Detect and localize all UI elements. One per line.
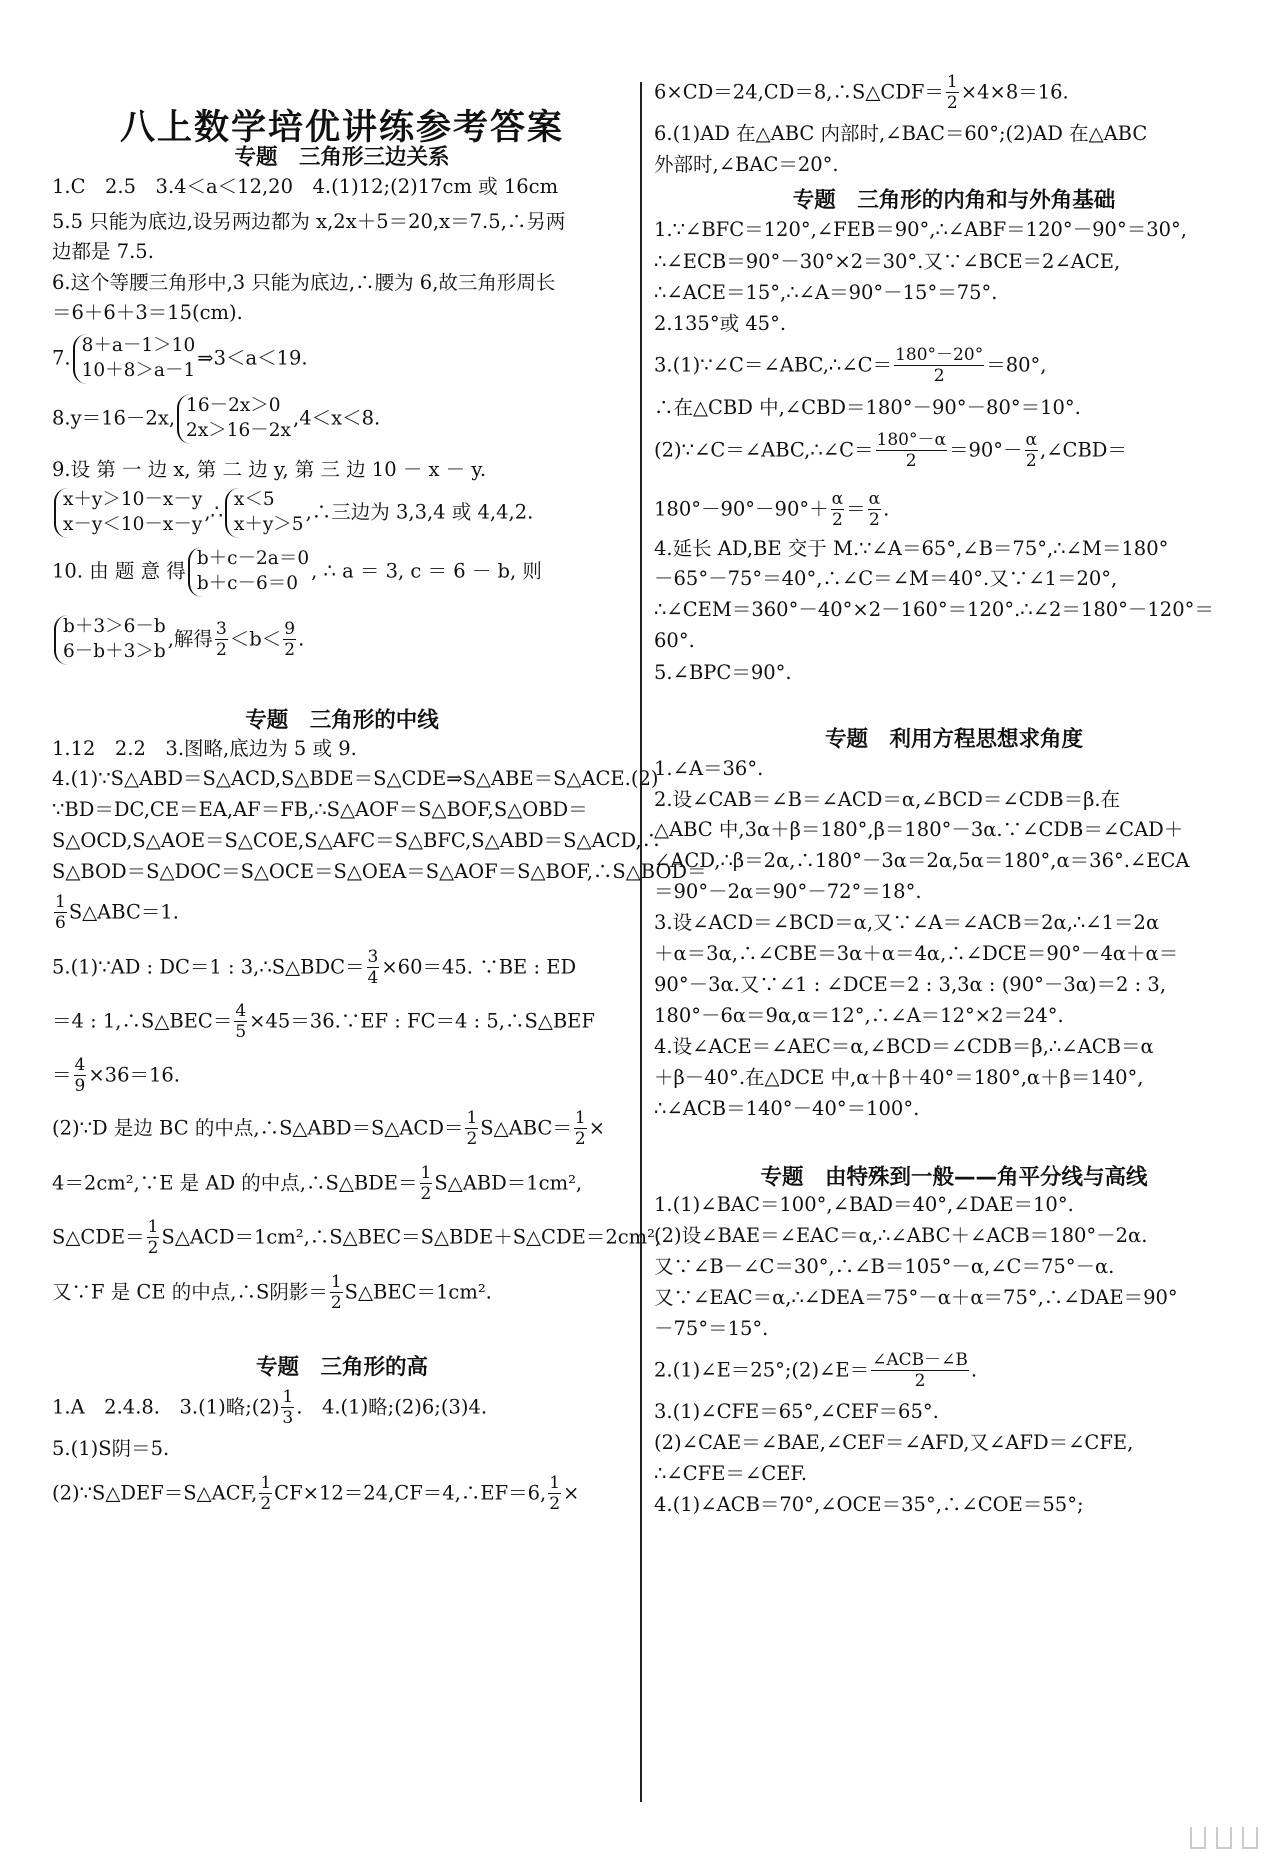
answer-q10-cont: b＋3＞6－b 6－b＋3＞b ,解得 $\frac{3}{2}$ ＜b＜ $\frac{9}{2}$ .: [52, 615, 304, 665]
fraction: $\frac{3}{4}$: [367, 947, 379, 989]
fraction: $\frac{3}{2}$: [215, 619, 227, 661]
fraction: $\frac{180^\circ-\alpha}{2}$: [876, 430, 946, 472]
answer-line: ∴∠ACE＝15°,∴∠A＝90°－15°＝75°.: [654, 281, 998, 304]
answer-line: (2)∠CAE＝∠BAE,∠CEF＝∠AFD,又∠AFD＝∠CFE,: [654, 1431, 1134, 1454]
answer-line: S△OCD,S△AOE＝S△COE,S△AFC＝S△BFC,S△ABD＝S△ACD,∴: [52, 829, 662, 852]
answer-line: ＋α＝3α,∴∠CBE＝3α＋α＝4α,∴∠DCE＝90°－4α＋α＝: [654, 942, 1179, 965]
answer-line: ∴在△CBD 中,∠CBD＝180°－90°－80°＝10°.: [654, 396, 1081, 419]
fraction: ∠ACB－∠B 2: [872, 1350, 968, 1392]
answer-line: 1.12 2.2 3.图略,底边为 5 或 9.: [52, 737, 357, 760]
inequality-system: 16－2x＞0 2x＞16－2x: [177, 394, 291, 444]
section-title-median: 专题 三角形的中线: [245, 708, 439, 733]
answer-line: (2)∵D 是边 BC 的中点,∴S△ABD＝S△ACD＝ $\frac{1}{2}$ S△ABC＝ $\frac{1}{2}$ ×: [52, 1108, 606, 1150]
answer-line: ＝ $\frac{4}{9}$ ×36＝16.: [52, 1055, 181, 1097]
answer-line: 5.(1)S阴＝5.: [52, 1437, 170, 1460]
fraction: $\frac{1}{2}$: [260, 1473, 272, 1515]
answer-line: ＝90°－2α＝90°－72°＝18°.: [654, 880, 922, 903]
answer-line: 2.设∠CAB＝∠B＝∠ACD＝α,∠BCD＝∠CDB＝β.在: [654, 788, 1121, 811]
section-title-altitude: 专题 三角形的高: [255, 1355, 428, 1380]
fraction: $\frac{1}{2}$: [466, 1108, 478, 1150]
answer-line: －65°－75°＝40°,∴∠C＝∠M＝40°.又∵∠1＝20°,: [654, 567, 1118, 590]
answer-line: 2.(1)∠E＝25°;(2)∠E＝ ∠ACB－∠B 2 .: [654, 1350, 978, 1392]
answer-q10: 10. 由 题 意 得 b＋c－2a＝0 b＋c－6＝0 , ∴ a ＝ 3, c ＝ 6 － b, 则: [52, 547, 542, 597]
column-divider: [640, 82, 642, 1802]
answer-line: 5.5 只能为底边,设另两边都为 x,2x＋5＝20,x＝7.5,∴另两: [52, 210, 566, 233]
answer-line: 60°.: [654, 629, 695, 652]
answer-line: ∠ACD,∴β＝2α,∴180°－3α＝2α,5α＝180°,α＝36°.∠ECA: [654, 849, 1190, 872]
fraction: $\frac{1}{2}$: [574, 1108, 586, 1150]
answer-q9: x＋y＞10－x－y x－y＜10－x－y ,∴ x＜5 x＋y＞5 ,∴三边为 3,3,4 或 4,4,2.: [52, 488, 533, 538]
answer-q8: 8.y＝16－2x, 16－2x＞0 2x＞16－2x ,4＜x＜8.: [52, 394, 380, 444]
answer-line: 5.∠BPC＝90°.: [654, 661, 792, 684]
answer-line: ∴∠CFE＝∠CEF.: [654, 1462, 808, 1485]
answer-line: 1.(1)∠BAC＝100°,∠BAD＝40°,∠DAE＝10°.: [654, 1193, 1074, 1216]
answer-line: ＝4 : 1,∴S△BEC＝ $\frac{4}{5}$ ×45＝36.∵EF : FC＝4 : 5,∴S△BEF: [52, 1001, 595, 1043]
inequality-system: 8＋a－1＞10 10＋8＞a－1: [73, 334, 196, 384]
fraction: $\frac{1}{2}$: [330, 1272, 342, 1314]
answer-line: 2.135°或 45°.: [654, 312, 787, 335]
fraction: $\frac{1}{6}$: [55, 892, 66, 934]
answer-line: ＝6＋6＋3＝15(cm).: [52, 301, 243, 324]
page-title: 八上数学培优讲练参考答案: [119, 108, 564, 148]
fraction: $\frac{\alpha}{2}$: [868, 489, 881, 531]
answer-line: 1.A 2.4.8. 3.(1)略;(2) $\frac{1}{3}$ . 4.(1)略;(2)6;(3)4.: [52, 1387, 488, 1429]
answer-line: 4.(1)∵S△ABD＝S△ACD,S△BDE＝S△CDE⇒S△ABE＝S△ACE.(2): [52, 767, 659, 790]
fraction: $\frac{4}{9}$: [74, 1055, 86, 1097]
answer-line: 外部时,∠BAC＝20°.: [654, 153, 839, 176]
answer-line: ∴∠ECB＝90°－30°×2＝30°.又∵∠BCE＝2∠ACE,: [654, 250, 1121, 273]
section-title-triangle-sides: 专题 三角形三边关系: [234, 145, 450, 170]
section-title-bisector-altitude: 专题 由特殊到一般——角平分线与高线: [760, 1165, 1148, 1190]
answer-line: (2)∵S△DEF＝S△ACF, $\frac{1}{2}$ CF×12＝24,CF＝4,∴EF＝6, $\frac{1}{2}$ ×: [52, 1473, 580, 1515]
fraction: $\frac{\alpha}{2}$: [1025, 430, 1037, 472]
answer-line: 又∵F 是 CE 的中点,∴S阴影＝ $\frac{1}{2}$ S△BEC＝1cm².: [52, 1272, 492, 1314]
answer-line: －75°＝15°.: [654, 1317, 769, 1340]
inequality-system: x＋y＞10－x－y x－y＜10－x－y: [54, 488, 202, 538]
answer-line: ＋β－40°.在△DCE 中,α＋β＋40°＝180°,α＋β＝140°,: [654, 1066, 1144, 1089]
answer-line: S△CDE＝ $\frac{1}{2}$ S△ACD＝1cm²,∴S△BEC＝S△BDE＋S△CDE＝2cm²,: [52, 1217, 662, 1259]
answer-line: S△BOD＝S△DOC＝S△OCE＝S△OEA＝S△AOF＝S△BOF,∴S△BOD＝: [52, 860, 707, 883]
fraction: $\frac{1}{2}$: [549, 1473, 561, 1515]
fraction: $\frac{4}{5}$: [235, 1001, 247, 1043]
answer-line: (2)设∠BAE＝∠EAC＝α,∴∠ABC＋∠ACB＝180°－2α.: [654, 1224, 1148, 1247]
answer-line: 90°－3α.又∵∠1 : ∠DCE＝2 : 3,3α : (90°－3α)＝2 : 3,: [654, 973, 1167, 996]
answer-line: 6.这个等腰三角形中,3 只能为底边,∴腰为 6,故三角形周长: [52, 271, 556, 294]
answer-line: 1.∵∠BFC＝120°,∠FEB＝90°,∴∠ABF＝120°－90°＝30°,: [654, 218, 1187, 241]
equation-system: b＋c－2a＝0 b＋c－6＝0: [188, 547, 309, 597]
answer-line: 4＝2cm²,∵E 是 AD 的中点,∴S△BDE＝ $\frac{1}{2}$ S△ABD＝1cm²,: [52, 1163, 583, 1205]
fraction: $\frac{1}{2}$: [147, 1217, 159, 1259]
answer-line: 3.(1)∠CFE＝65°,∠CEF＝65°.: [654, 1400, 939, 1423]
answer-line: (2)∵∠C＝∠ABC,∴∠C＝ $\frac{180^\circ-\alpha}{2}$ ＝90°－ $\frac{\alpha}{2}$ ,∠CBD＝: [654, 430, 1127, 472]
fraction: $\frac{1}{2}$: [420, 1163, 432, 1205]
fraction: $\frac{\alpha}{2}$: [831, 489, 844, 531]
page-edge-marks: [1190, 1827, 1270, 1849]
fraction: $\frac{9}{2}$: [284, 619, 296, 661]
answer-line: 180°－6α＝9α,α＝12°,∴∠A＝12°×2＝24°.: [654, 1004, 1064, 1027]
section-title-angle-sum: 专题 三角形的内角和与外角基础: [792, 188, 1116, 213]
answer-line: 180°－90°－90°＋ $\frac{\alpha}{2}$ ＝ $\frac{\alpha}{2}$ .: [654, 489, 890, 531]
fraction: $\frac{180^\circ-20^\circ}{2}$: [895, 345, 984, 387]
fraction: $\frac{1}{3}$: [282, 1387, 294, 1429]
answer-line: 4.设∠ACE＝∠AEC＝α,∠BCD＝∠CDB＝β,∴∠ACB＝α: [654, 1035, 1154, 1058]
answer-line: 1.C 2.5 3.4＜a＜12,20 4.(1)12;(2)17cm 或 16cm: [52, 175, 559, 198]
answer-line: 9.设 第 一 边 x, 第 二 边 y, 第 三 边 10 － x － y.: [52, 458, 487, 481]
section-title-equation-angles: 专题 利用方程思想求角度: [824, 727, 1083, 752]
answer-line: 边都是 7.5.: [52, 240, 154, 263]
answer-line: 3.(1)∵∠C＝∠ABC,∴∠C＝ $\frac{180^\circ-20^\circ}{2}$ ＝80°,: [654, 345, 1047, 387]
answer-q7: 7. 8＋a－1＞10 10＋8＞a－1 ⇒3＜a＜19.: [52, 334, 308, 384]
answer-line: 又∵∠B－∠C＝30°,∴∠B＝105°－α,∠C＝75°－α.: [654, 1255, 1115, 1278]
answer-line: 1.∠A＝36°.: [654, 757, 764, 780]
inequality-system: x＜5 x＋y＞5: [225, 488, 304, 538]
answer-line: 又∵∠EAC＝α,∴∠DEA＝75°－α＋α＝75°,∴∠DAE＝90°: [654, 1286, 1178, 1309]
answer-line: 3.设∠ACD＝∠BCD＝α,又∵∠A＝∠ACB＝2α,∴∠1＝2α: [654, 911, 1160, 934]
answer-line: 4.延长 AD,BE 交于 M.∵∠A＝65°,∠B＝75°,∴∠M＝180°: [654, 537, 1169, 560]
answer-line: 6.(1)AD 在△ABC 内部时,∠BAC＝60°;(2)AD 在△ABC: [654, 122, 1148, 145]
answer-line: 6×CD＝24,CD＝8,∴S△CDF＝ $\frac{1}{2}$ ×4×8＝16.: [654, 72, 1069, 114]
answer-line: ∴∠ACB＝140°－40°＝100°.: [654, 1097, 920, 1120]
inequality-system: b＋3＞6－b 6－b＋3＞b: [54, 615, 166, 665]
answer-line: 4.(1)∠ACB＝70°,∠OCE＝35°,∴∠COE＝55°;: [654, 1493, 1084, 1516]
answer-line: $\frac{1}{6}$ S△ABC＝1.: [55, 892, 179, 934]
answer-line: 5.(1)∵AD : DC＝1 : 3,∴S△BDC＝ $\frac{3}{4}$ ×60＝45. ∵BE : ED: [52, 947, 577, 989]
answer-line: ∵BD＝DC,CE＝EA,AF＝FB,∴S△AOF＝S△BOF,S△OBD＝: [52, 798, 588, 821]
answer-line: △ABC 中,3α＋β＝180°,β＝180°－3α.∵∠CDB＝∠CAD＋: [654, 818, 1184, 841]
fraction: $\frac{1}{2}$: [946, 72, 958, 114]
answer-line: ∴∠CEM＝360°－40°×2－160°＝120°.∴∠2＝180°－120°＝: [654, 598, 1214, 621]
